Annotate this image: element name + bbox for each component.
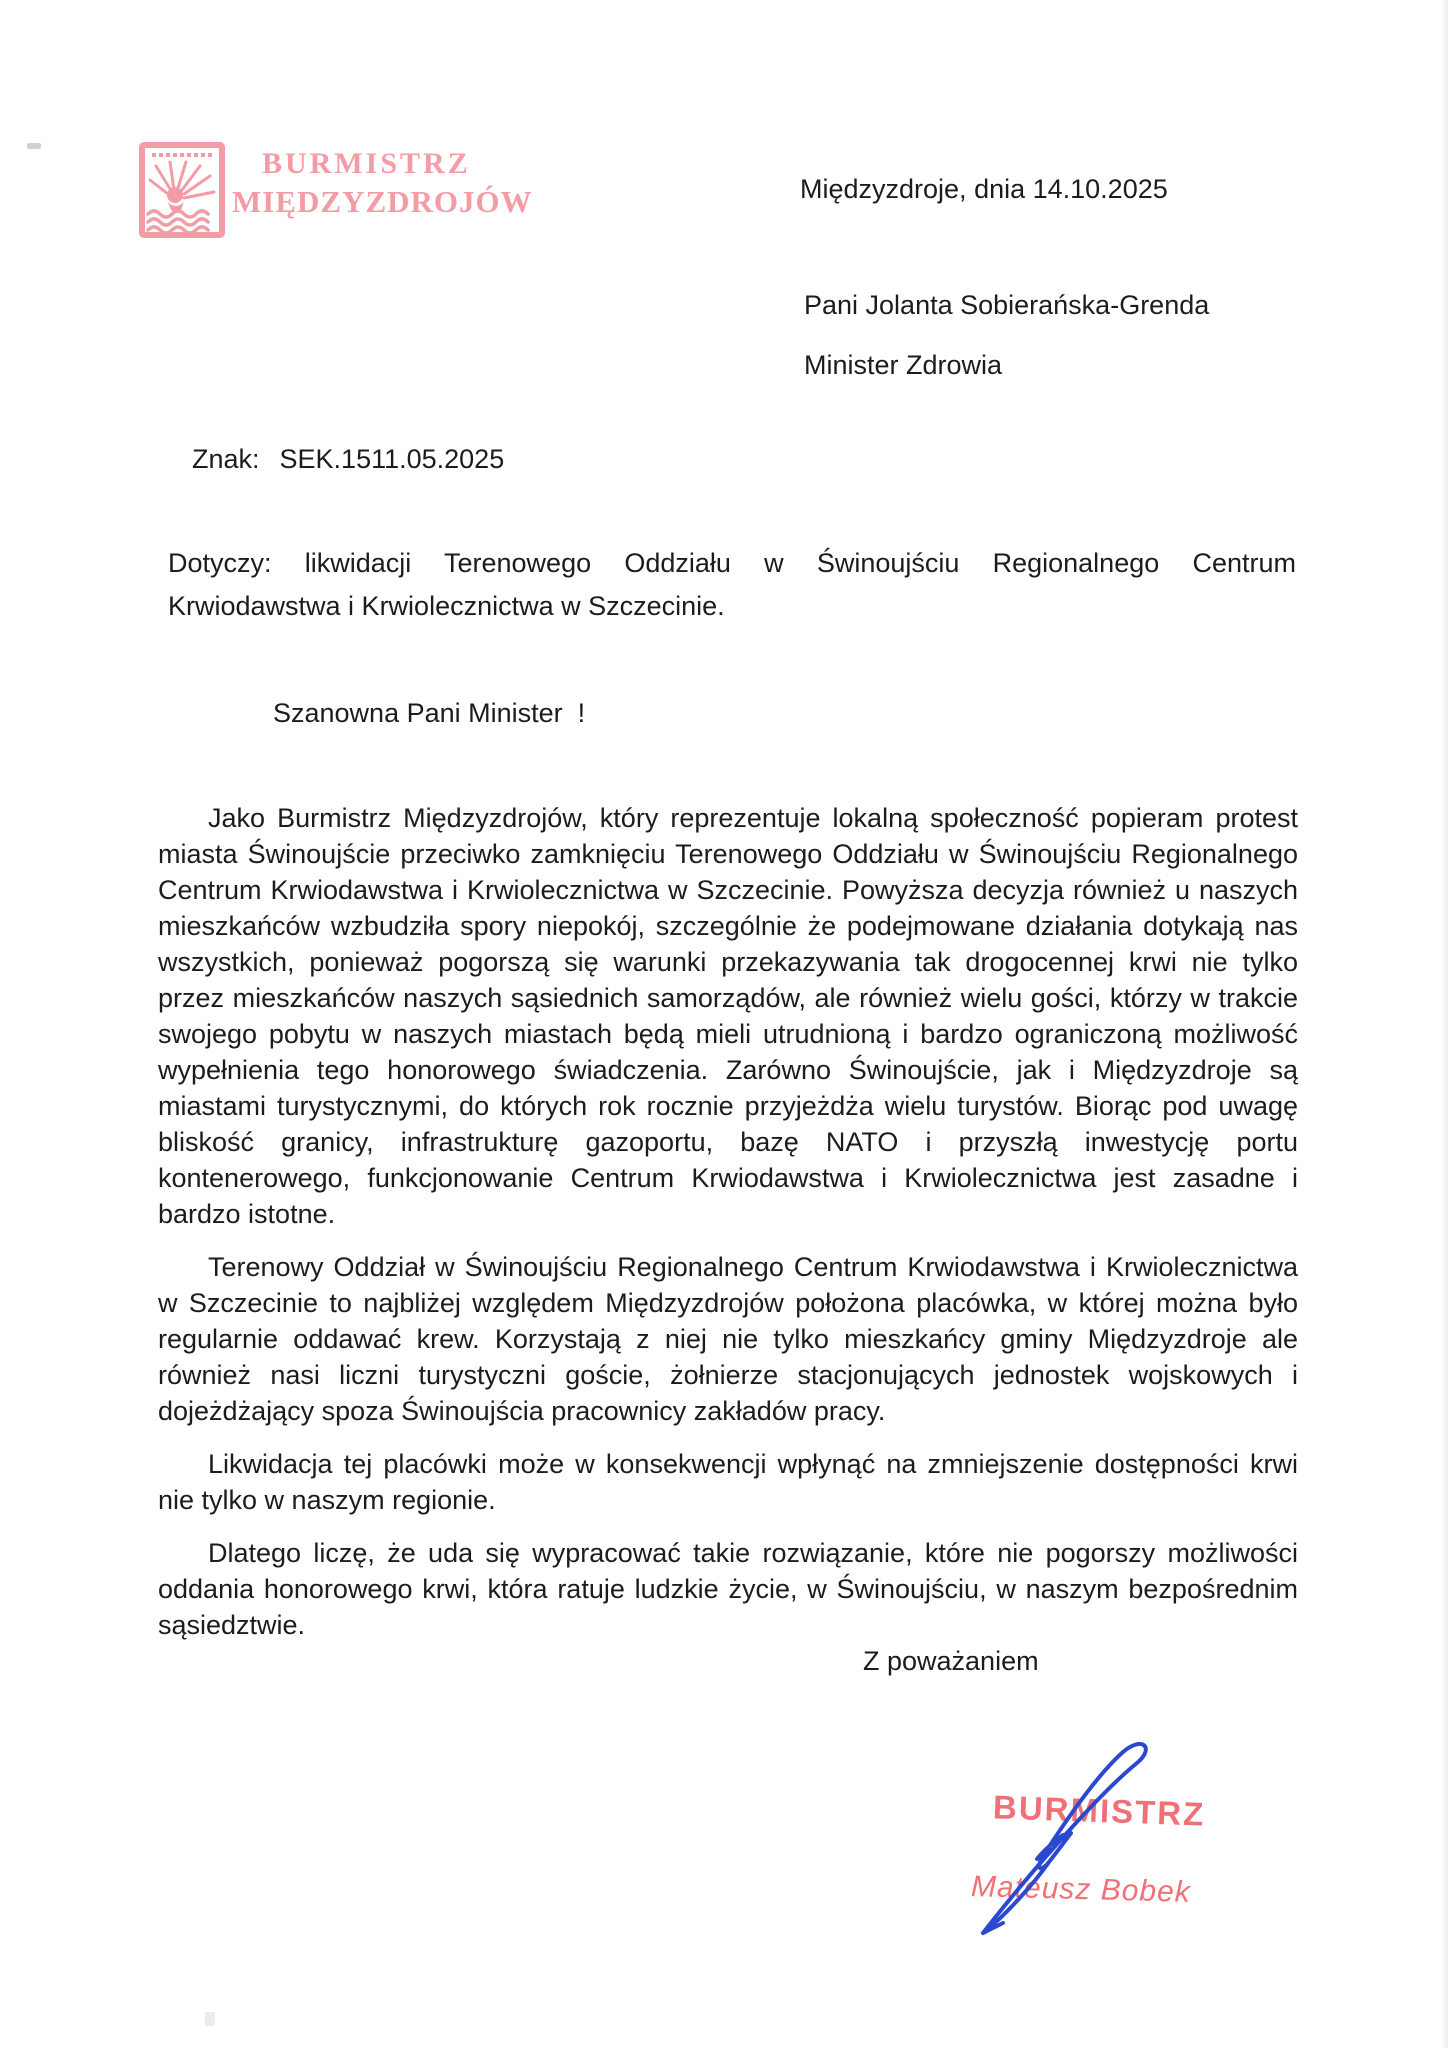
paragraph: Likwidacja tej placówki może w konsekwencji wpłynąć na zmniejszenie dostępności krwi nie tylko w naszym regionie. (158, 1449, 1298, 1515)
closing-phrase: Z poważaniem (863, 1646, 1039, 1676)
salutation: Szanowna Pani Minister ! (273, 698, 586, 728)
signature-block (945, 1735, 1235, 1955)
letterhead-subtitle: MIĘDZYZDROJÓW (232, 183, 533, 219)
date-line: Międzyzdroje, dnia 14.10.2025 (800, 174, 1168, 204)
reference-number: SEK.1511.05.2025 (279, 444, 505, 474)
signature-stamp-name: Mateusz Bobek (970, 1870, 1192, 1909)
addressee-block (804, 290, 1209, 381)
scan-artifact (27, 143, 41, 149)
letterhead-title: BURMISTRZ (262, 147, 471, 180)
reference-line (192, 444, 504, 475)
paragraph: Terenowy Oddział w Świnoujściu Regionalnego Centrum Krwiodawstwa i Krwiolecznictwa w Szczecinie to najbliżej względem Międzyzdrojów położona placówka, w której można było regularnie oddawać krew. Korzystają z niej nie tylko mieszkańcy gminy Międzyzdroje ale również nasi liczni turystyczni goście, żołnierze stacjonujących jednostek wojskowych i dojeżdżający spoza Świnoujścia pracownicy zakładów pracy. (158, 1252, 1298, 1426)
letter-body (158, 800, 1298, 1660)
scan-edge-shadow (1441, 0, 1448, 2048)
paragraph: Jako Burmistrz Międzyzdrojów, który reprezentuje lokalną społeczność popieram protest miasta Świnoujście przeciwko zamknięciu Terenowego Oddziału w Świnoujściu Regionalnego Centrum Krwiodawstwa i Krwiolecznictwa w Szczecinie. Powyższa decyzja również u naszych mieszkańców wzbudziła spory niepokój, szczególnie że podejmowane działania dotykają nas wszystkich, ponieważ pogorszą się warunki przekazywania tak drogocennej krwi nie tylko przez mieszkańców naszych sąsiednich samorządów, ale również wielu gości, którzy w trakcie swojego pobytu w naszych miastach będą mieli utrudnioną i bardzo ograniczoną możliwość wypełnienia tego honorowego świadczenia. Zarówno Świnoujście, jak i Międzyzdroje są miastami turystycznymi, do których rok rocznie przyjeżdża wielu turystów. Biorąc pod uwagę bliskość granicy, infrastrukturę gazoportu, bazę NATO i przyszłą inwestycję portu kontenerowego, funkcjonowanie Centrum Krwiodawstwa i Krwiolecznictwa jest zasadne i bardzo istotne. (158, 803, 1298, 1229)
scan-artifact (205, 2012, 215, 2026)
addressee-name: Pani Jolanta Sobierańska-Grenda (804, 290, 1210, 320)
handwritten-signature-icon (945, 1735, 1185, 1945)
letterhead-text (232, 140, 533, 218)
subject-line: Dotyczy: likwidacji Terenowego Oddziału w Świnoujściu Regionalnego Centrum Krwiodawstwa i Krwiolecznictwa w Szczecinie. (168, 548, 1296, 621)
reference-label: Znak: (192, 444, 260, 474)
signature-stamp-title: BURMISTRZ (992, 1788, 1206, 1833)
letterhead-stamp (138, 140, 533, 240)
paragraph: Dlatego liczę, że uda się wypracować takie rozwiązanie, które nie pogorszy możliwości oddania honorowego krwi, która ratuje ludzkie życie, w Świnoujściu, w naszym bezpośrednim sąsiedztwie. (158, 1538, 1298, 1640)
miedzyzdroje-crest-icon (138, 140, 228, 240)
addressee-title: Minister Zdrowia (804, 350, 1003, 380)
